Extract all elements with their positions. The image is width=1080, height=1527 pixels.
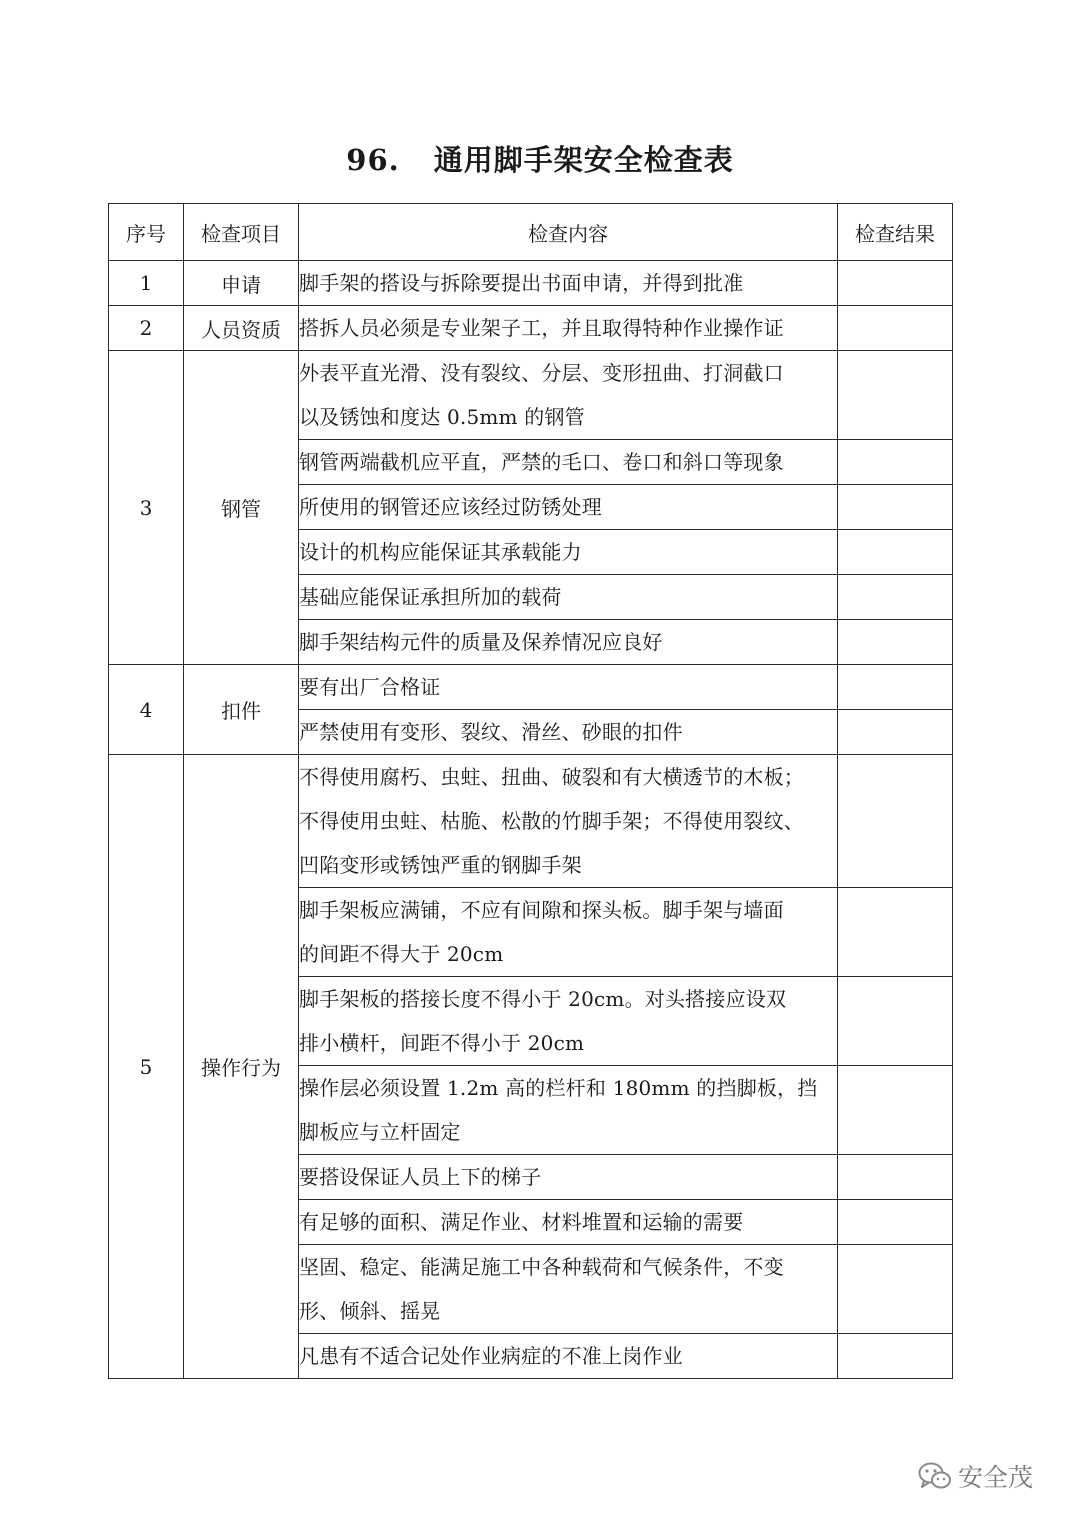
content-line: 有足够的面积、满足作业、材料堆置和运输的需要	[299, 1210, 744, 1234]
seq-cell: 4	[109, 665, 184, 755]
watermark	[918, 1458, 1033, 1494]
content-line: 外表平直光滑、没有裂纹、分层、变形扭曲、打洞截口	[299, 361, 784, 385]
content-line: 搭拆人员必须是专业架子工，并且取得特种作业操作证	[299, 316, 784, 340]
content-cell	[299, 261, 838, 306]
content-line: 要有出厂合格证	[299, 675, 441, 699]
result-cell[interactable]	[838, 710, 953, 755]
seq-cell: 1	[109, 261, 184, 306]
wechat-icon	[918, 1461, 952, 1491]
table-row	[109, 755, 953, 888]
content-line: 脚手架板应满铺，不应有间隙和探头板。脚手架与墙面	[299, 898, 784, 922]
result-cell[interactable]	[838, 261, 953, 306]
table-row	[109, 351, 953, 440]
item-cell: 操作行为	[184, 755, 299, 1379]
content-line: 的间距不得大于 20cm	[299, 942, 504, 966]
title-text: 通用脚手架安全检查表	[433, 143, 734, 177]
content-cell	[299, 888, 838, 977]
item-cell: 申请	[184, 261, 299, 306]
content-line: 要搭设保证人员上下的梯子	[299, 1165, 542, 1189]
content-line: 以及锈蚀和度达 0.5mm 的钢管	[299, 405, 585, 429]
content-line: 凡患有不适合记处作业病症的不准上岗作业	[299, 1344, 683, 1368]
result-cell[interactable]	[838, 485, 953, 530]
content-cell	[299, 575, 838, 620]
content-cell	[299, 530, 838, 575]
header-seq: 序号	[109, 204, 184, 261]
checklist-table	[108, 203, 953, 1379]
content-line: 不得使用虫蛀、枯脆、松散的竹脚手架；不得使用裂纹、	[299, 809, 804, 833]
content-cell	[299, 977, 838, 1066]
content-cell	[299, 440, 838, 485]
table-row	[109, 665, 953, 710]
table-row	[109, 306, 953, 351]
header-result: 检查结果	[838, 204, 953, 261]
table-row	[109, 261, 953, 306]
result-cell[interactable]	[838, 530, 953, 575]
result-cell[interactable]	[838, 1245, 953, 1334]
content-cell	[299, 1066, 838, 1155]
result-cell[interactable]	[838, 977, 953, 1066]
result-cell[interactable]	[838, 306, 953, 351]
content-line: 脚手架结构元件的质量及保养情况应良好	[299, 630, 663, 654]
watermark-text: 安全茂	[958, 1463, 1034, 1492]
title-number: 96.	[346, 143, 400, 177]
seq-cell: 5	[109, 755, 184, 1379]
content-cell	[299, 351, 838, 440]
result-cell[interactable]	[838, 1066, 953, 1155]
content-cell	[299, 755, 838, 888]
seq-cell: 3	[109, 351, 184, 665]
content-line: 钢管两端截机应平直，严禁的毛口、卷口和斜口等现象	[299, 450, 784, 474]
content-line: 凹陷变形或锈蚀严重的钢脚手架	[299, 853, 582, 877]
header-item: 检查项目	[184, 204, 299, 261]
content-line: 所使用的钢管还应该经过防锈处理	[299, 495, 602, 519]
result-cell[interactable]	[838, 620, 953, 665]
content-line: 脚手架板的搭接长度不得小于 20cm。对头搭接应设双	[299, 987, 787, 1011]
content-cell	[299, 710, 838, 755]
content-cell	[299, 1155, 838, 1200]
result-cell[interactable]	[838, 440, 953, 485]
content-cell	[299, 485, 838, 530]
content-cell	[299, 620, 838, 665]
result-cell[interactable]	[838, 888, 953, 977]
result-cell[interactable]	[838, 755, 953, 888]
content-cell	[299, 1200, 838, 1245]
content-line: 不得使用腐朽、虫蛀、扭曲、破裂和有大横透节的木板；	[299, 765, 804, 789]
result-cell[interactable]	[838, 575, 953, 620]
table-body	[109, 261, 953, 1379]
result-cell[interactable]	[838, 351, 953, 440]
content-line: 坚固、稳定、能满足施工中各种载荷和气候条件，不变	[299, 1255, 784, 1279]
content-line: 操作层必须设置 1.2m 高的栏杆和 180mm 的挡脚板，挡	[299, 1076, 818, 1100]
result-cell[interactable]	[838, 1334, 953, 1379]
content-line: 设计的机构应能保证其承载能力	[299, 540, 582, 564]
content-line: 形、倾斜、摇晃	[299, 1299, 441, 1323]
seq-cell: 2	[109, 306, 184, 351]
header-content: 检查内容	[299, 204, 838, 261]
item-cell: 扣件	[184, 665, 299, 755]
content-line: 脚手架的搭设与拆除要提出书面申请，并得到批准	[299, 271, 744, 295]
content-cell	[299, 306, 838, 351]
result-cell[interactable]	[838, 1155, 953, 1200]
content-line: 严禁使用有变形、裂纹、滑丝、砂眼的扣件	[299, 720, 683, 744]
content-line: 基础应能保证承担所加的载荷	[299, 585, 562, 609]
result-cell[interactable]	[838, 1200, 953, 1245]
content-cell	[299, 1334, 838, 1379]
item-cell: 人员资质	[184, 306, 299, 351]
page-title	[0, 138, 1080, 179]
content-cell	[299, 1245, 838, 1334]
item-cell: 钢管	[184, 351, 299, 665]
content-cell	[299, 665, 838, 710]
content-line: 脚板应与立杆固定	[299, 1120, 461, 1144]
result-cell[interactable]	[838, 665, 953, 710]
content-line: 排小横杆，间距不得小于 20cm	[299, 1031, 585, 1055]
header-row	[109, 204, 953, 261]
